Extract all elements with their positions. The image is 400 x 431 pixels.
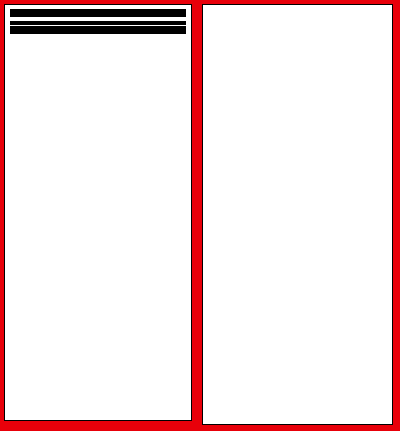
nutrition-facts-panel [4, 4, 192, 421]
ingredients-panel [202, 4, 393, 425]
divider-thick-2 [10, 26, 186, 34]
divider-thick [10, 9, 186, 17]
divider-medium [10, 21, 186, 25]
